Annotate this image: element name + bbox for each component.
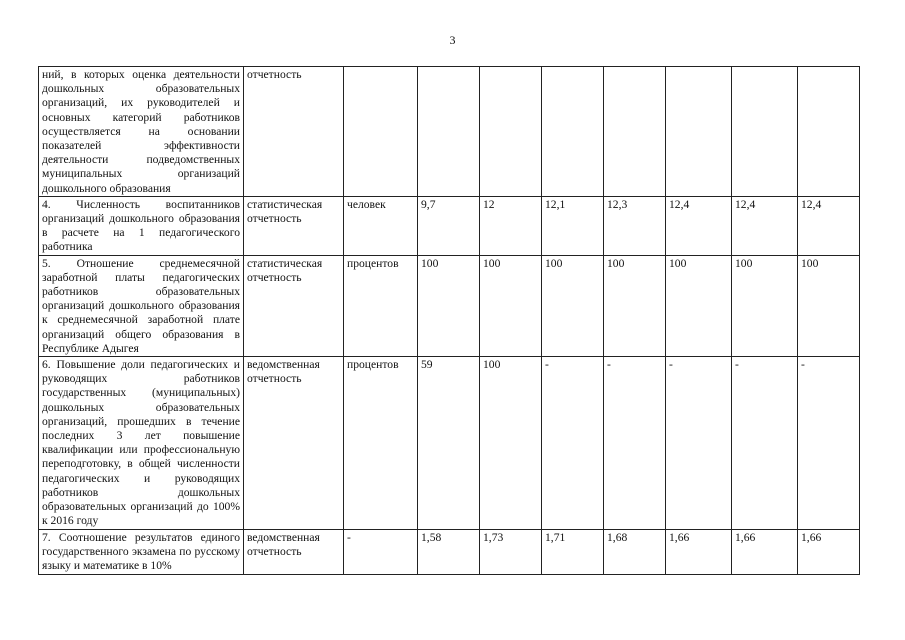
value-cell: 1,71 — [542, 529, 604, 574]
value-cell: 59 — [418, 357, 480, 529]
source-cell: ведомственная отчетность — [244, 357, 344, 529]
value-cell — [480, 67, 542, 197]
value-cell: 100 — [480, 255, 542, 356]
value-cell: 100 — [798, 255, 860, 356]
page-number: 3 — [449, 33, 456, 47]
value-cell — [604, 67, 666, 197]
value-cell: 100 — [604, 255, 666, 356]
table-row — [39, 357, 860, 529]
source-cell: статистическая отчетность — [244, 196, 344, 255]
value-cell: 12,3 — [604, 196, 666, 255]
unit-cell: процентов — [344, 357, 418, 529]
unit-cell: - — [344, 529, 418, 574]
value-cell: 1,66 — [732, 529, 798, 574]
unit-cell: человек — [344, 196, 418, 255]
value-cell: - — [732, 357, 798, 529]
value-cell: 1,66 — [798, 529, 860, 574]
value-cell — [732, 67, 798, 197]
value-cell: 1,66 — [666, 529, 732, 574]
value-cell — [666, 67, 732, 197]
value-cell: 12,4 — [732, 196, 798, 255]
indicators-table — [38, 66, 860, 575]
value-cell: 1,68 — [604, 529, 666, 574]
value-cell: 12,4 — [666, 196, 732, 255]
value-cell: 12,1 — [542, 196, 604, 255]
value-cell: - — [666, 357, 732, 529]
value-cell: 1,73 — [480, 529, 542, 574]
unit-cell — [344, 67, 418, 197]
indicator-cell: 7. Соотношение результатов единого государственного экзамена по русскому языку и математике в 10% — [39, 529, 244, 574]
value-cell: - — [798, 357, 860, 529]
source-cell: ведомственная отчетность — [244, 529, 344, 574]
value-cell: 9,7 — [418, 196, 480, 255]
source-cell: отчетность — [244, 67, 344, 197]
table-row — [39, 196, 860, 255]
indicator-cell: 4. Численность воспитанников организаций дошкольного образования в расчете на 1 педагогического работника — [39, 196, 244, 255]
value-cell: 100 — [480, 357, 542, 529]
value-cell: 12,4 — [798, 196, 860, 255]
table-row — [39, 67, 860, 197]
value-cell: - — [604, 357, 666, 529]
indicator-cell: 5. Отношение среднемесячной заработной платы педагогических работников образовательных организаций дошкольного образования к среднемесячной заработной плате организаций общего образования в Республике Адыгея — [39, 255, 244, 356]
value-cell: 100 — [732, 255, 798, 356]
value-cell: - — [542, 357, 604, 529]
value-cell — [418, 67, 480, 197]
value-cell: 100 — [666, 255, 732, 356]
value-cell: 12 — [480, 196, 542, 255]
table-row — [39, 529, 860, 574]
indicator-cell: ний, в которых оценка деятельности дошкольных образовательных организаций, их руководителей и основных категорий работников осуществляется на основании показателей эффективности деятельности подведомственных муниципальных организаций дошкольного образования — [39, 67, 244, 197]
source-cell: статистическая отчетность — [244, 255, 344, 356]
value-cell: 100 — [418, 255, 480, 356]
table-row — [39, 255, 860, 356]
value-cell: 1,58 — [418, 529, 480, 574]
value-cell — [798, 67, 860, 197]
value-cell: 100 — [542, 255, 604, 356]
unit-cell: процентов — [344, 255, 418, 356]
value-cell — [542, 67, 604, 197]
indicator-cell: 6. Повышение доли педагогических и руководящих работников государственных (муниципальных) дошкольных образовательных организаций, прошедших в течение последних 3 лет повышение квалификации или профессиональную переподготовку, в общей численности педагогических и руководящих работников дошкольных образовательных организаций до 100% к 2016 году — [39, 357, 244, 529]
